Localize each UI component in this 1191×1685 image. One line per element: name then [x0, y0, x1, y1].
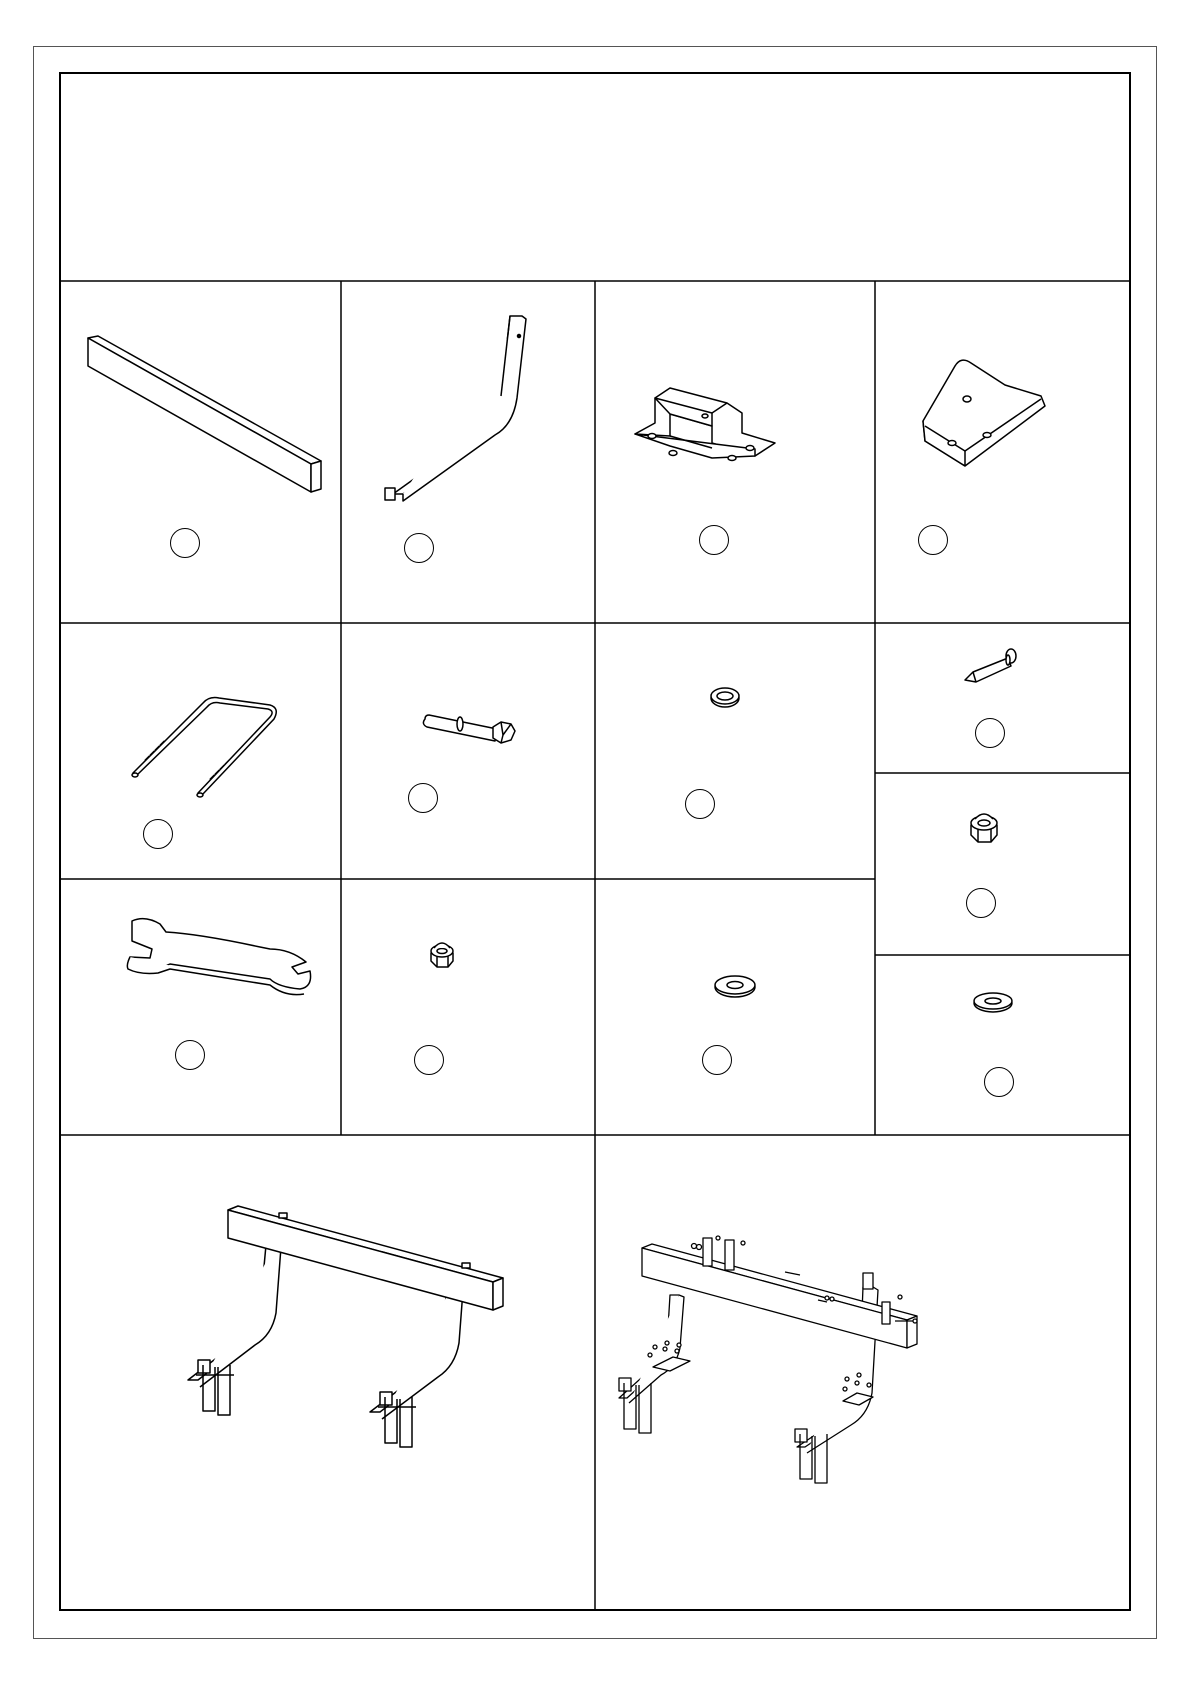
- part-cell-wrench: [60, 879, 341, 1135]
- angle-plate-bracket-icon: [875, 281, 1130, 623]
- exploded-rack-icon: [595, 1135, 1130, 1609]
- part-callout: [966, 888, 996, 918]
- assembly-cell-exploded: [595, 1135, 1130, 1609]
- part-cell-flat-washer: [595, 879, 875, 1135]
- lock-washer-icon: [595, 623, 875, 879]
- part-cell-crossbar: [60, 281, 341, 623]
- part-callout: [984, 1067, 1014, 1097]
- part-callout: [175, 1040, 205, 1070]
- part-callout: [975, 718, 1005, 748]
- assembly-cell-assembled: [60, 1135, 595, 1609]
- hex-bolt-icon: [341, 623, 595, 879]
- u-bolt-icon: [60, 623, 341, 879]
- part-cell-small-lock-nut: [341, 879, 595, 1135]
- part-cell-u-bolt: [60, 623, 341, 879]
- small-lock-nut-icon: [341, 879, 595, 1135]
- part-callout: [170, 528, 200, 558]
- part-callout: [143, 819, 173, 849]
- large-lock-nut-icon: [875, 773, 1130, 955]
- open-end-wrench-icon: [60, 879, 341, 1135]
- part-cell-small-flat-washer: [875, 955, 1130, 1135]
- square-tube-crossbar-icon: [60, 281, 341, 623]
- part-cell-lock-washer: [595, 623, 875, 879]
- part-callout: [408, 783, 438, 813]
- assembled-rack-icon: [60, 1135, 595, 1609]
- part-callout: [918, 525, 948, 555]
- part-cell-bent-leg: [341, 281, 595, 623]
- small-flat-washer-icon: [875, 955, 1130, 1135]
- part-callout: [702, 1045, 732, 1075]
- part-cell-hex-bolt: [341, 623, 595, 879]
- part-cell-angle-bracket: [875, 281, 1130, 623]
- part-cell-large-lock-nut: [875, 773, 1130, 955]
- hat-channel-bracket-icon: [595, 281, 875, 623]
- part-callout: [699, 525, 729, 555]
- title-panel: [61, 74, 1129, 280]
- flat-washer-icon: [595, 879, 875, 1135]
- part-cell-clevis-pin: [875, 623, 1130, 773]
- part-callout: [404, 533, 434, 563]
- clevis-pin-icon: [875, 623, 1130, 773]
- bent-square-tube-leg-icon: [341, 281, 595, 623]
- part-callout: [685, 789, 715, 819]
- part-callout: [414, 1045, 444, 1075]
- part-cell-hat-bracket: [595, 281, 875, 623]
